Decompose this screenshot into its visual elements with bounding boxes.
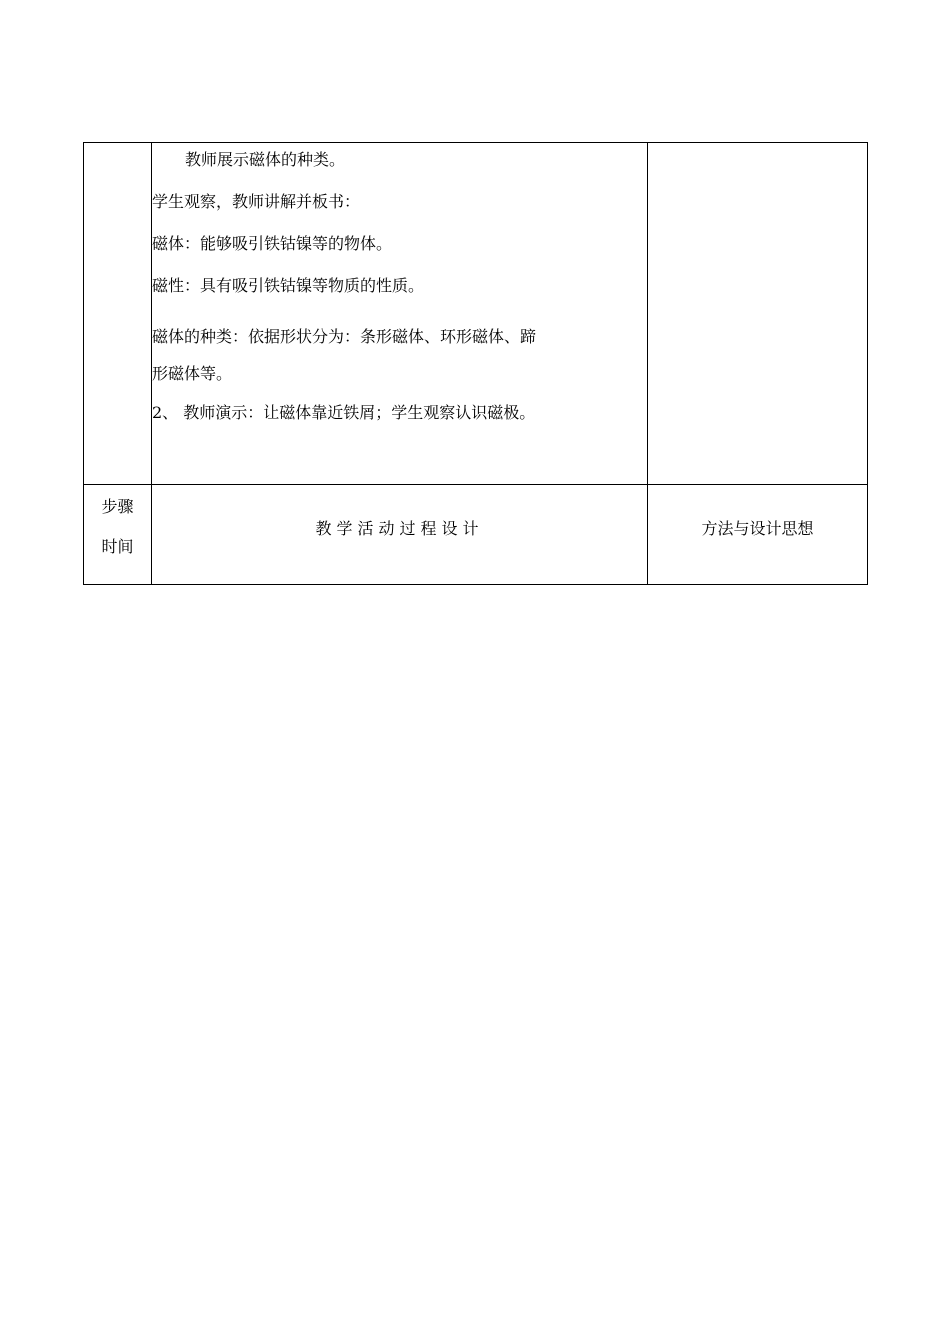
activity-content-cell (152, 143, 648, 485)
step-time-header (84, 485, 152, 585)
paragraph-magnet-types: 磁体的种类：依据形状分为：条形磁体、环形磁体、蹄 (152, 327, 537, 346)
method-thinking-header: 方法与设计思想 (648, 485, 868, 585)
paragraph-teacher-shows: 教师展示磁体的种类。 (185, 150, 346, 169)
paragraph-magnet-types-cont: 形磁体等。 (152, 364, 233, 383)
paragraph-magnet-definition: 磁体：能够吸引铁钴镍等的物体。 (152, 234, 393, 253)
table-row (84, 143, 868, 485)
table-header-row (84, 485, 868, 585)
step-cell-empty (84, 143, 152, 485)
paragraph-magnetism-definition: 磁性：具有吸引铁钴镍等物质的性质。 (152, 276, 425, 295)
step-label: 步骤 (101, 497, 134, 516)
paragraph-student-observe: 学生观察，教师讲解并板书： (152, 192, 361, 211)
activity-design-header: 教学活动过程设计 (152, 485, 648, 585)
method-cell-empty (648, 143, 868, 485)
time-label: 时间 (101, 537, 134, 556)
paragraph-teacher-demo: 2、 教师演示：让磁体靠近铁屑；学生观察认识磁极。 (152, 403, 536, 422)
lesson-plan-table (83, 142, 868, 585)
